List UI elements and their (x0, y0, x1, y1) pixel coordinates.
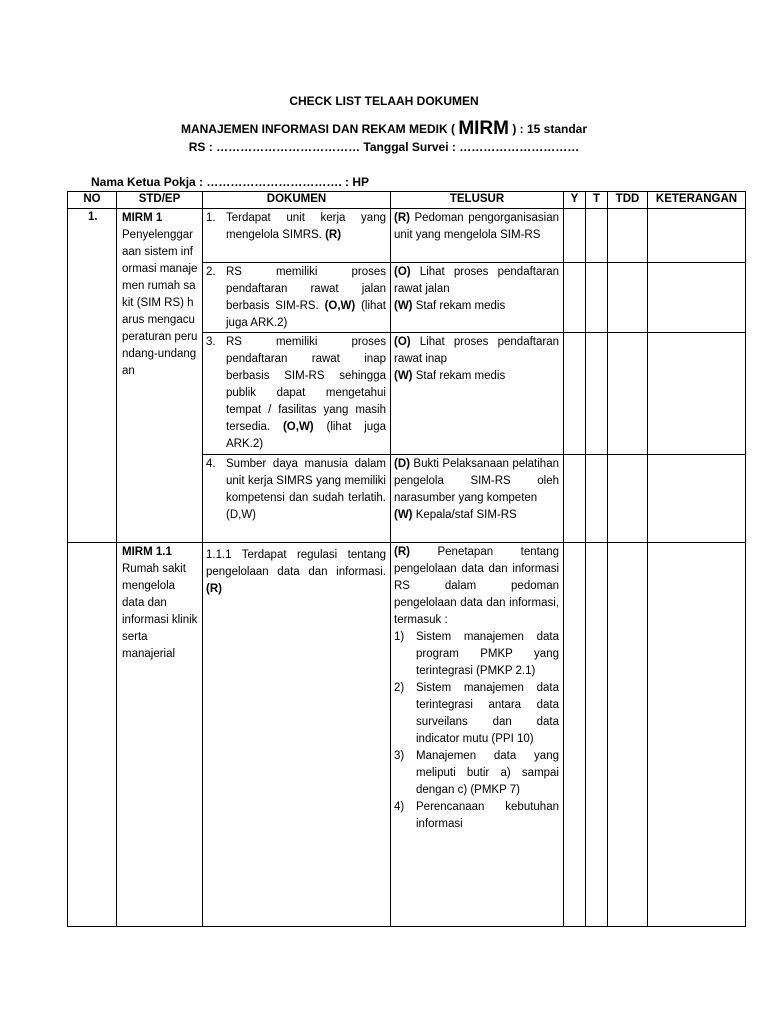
col-header-keterangan: KETERANGAN (648, 192, 746, 209)
check-t-cell[interactable] (586, 263, 608, 333)
telusur-cell (391, 333, 564, 455)
checklist-table (67, 191, 746, 927)
standard-code: MIRM 1.1 (122, 546, 172, 558)
col-header-tdd: TDD (608, 192, 648, 209)
subtitle-prefix: MANAJEMEN INFORMASI DAN REKAM MEDIK ( (180, 122, 455, 136)
document-subtitle (0, 118, 768, 140)
col-header-t: T (586, 192, 608, 209)
telusur-text: Staf rekam medis (415, 300, 506, 312)
table-row (68, 543, 746, 927)
list-item-text: Sistem manajemen data terintegrasi antara data surveilans dan data indicator mutu (PPI 10) (416, 682, 559, 745)
keterangan-cell[interactable] (648, 333, 746, 455)
list-item-text: Perencanaan kebutuhan informasi (416, 801, 559, 830)
telusur-cell (391, 543, 564, 927)
list-item (394, 799, 559, 833)
list-item (394, 629, 559, 680)
dokumen-text: Sumber daya manusia dalam unit kerja SIMRS yang memiliki kompetensi dan sudah terlatih. (D,W) (226, 458, 386, 521)
list-item-number: 3) (394, 750, 405, 762)
subtitle-suffix: ) : 15 standar (512, 122, 588, 136)
telusur-text: Kepala/staf SIM-RS (415, 509, 517, 521)
dokumen-cell (203, 543, 391, 927)
row-number: 1. (68, 209, 117, 543)
telusur-tag: (O) (394, 266, 411, 278)
dokumen-text: RS memiliki proses pendaftaran rawat inap berbasis SIM-RS sehingga publik dapat mengetahui tempat / fasilitas yang masih tersedia. (226, 336, 386, 433)
list-item-number: 4) (394, 801, 405, 813)
standard-cell (117, 209, 203, 543)
telusur-tag: (O) (394, 336, 411, 348)
telusur-text: Staf rekam medis (415, 370, 506, 382)
col-header-telusur: TELUSUR (391, 192, 564, 209)
subtitle-code: MIRM (458, 118, 509, 139)
col-header-std: STD/EP (117, 192, 203, 209)
item-number: 3. (206, 336, 216, 348)
list-item (394, 680, 559, 748)
ketua-pokja-line: Nama Ketua Pokja : ……………………………. : HP (91, 175, 370, 189)
check-y-cell[interactable] (564, 263, 586, 333)
keterangan-cell[interactable] (648, 263, 746, 333)
dokumen-cell (203, 455, 391, 543)
dokumen-text: Terdapat unit kerja yang mengelola SIMRS. (226, 212, 386, 241)
check-t-cell[interactable] (586, 543, 608, 927)
row-number (68, 543, 117, 927)
list-item-number: 1) (394, 631, 405, 643)
check-tdd-cell[interactable] (608, 333, 648, 455)
keterangan-cell[interactable] (648, 455, 746, 543)
dokumen-cell (203, 333, 391, 455)
check-tdd-cell[interactable] (608, 543, 648, 927)
telusur-tag: (W) (394, 300, 413, 312)
telusur-tag: (D) (394, 458, 410, 470)
dokumen-text: 1.1.1 Terdapat regulasi tentang pengelolaan data dan informasi. (206, 549, 386, 578)
standard-code: MIRM 1 (122, 212, 163, 224)
standard-cell (117, 543, 203, 927)
item-number: 1. (206, 212, 216, 224)
col-header-y: Y (564, 192, 586, 209)
dokumen-text: RS memiliki proses pendaftaran rawat jalan berbasis SIM-RS. (226, 266, 386, 312)
dokumen-note: (lihat juga ARK.2) (226, 421, 386, 450)
list-item-text: Sistem manajemen data program PMKP yang terintegrasi (PMKP 2.1) (416, 631, 559, 677)
check-y-cell[interactable] (564, 455, 586, 543)
check-t-cell[interactable] (586, 209, 608, 263)
col-header-dokumen: DOKUMEN (203, 192, 391, 209)
check-tdd-cell[interactable] (608, 209, 648, 263)
table-header-row (68, 192, 746, 209)
keterangan-cell[interactable] (648, 209, 746, 263)
telusur-text: Lihat proses pendaftaran rawat jalan (394, 266, 559, 295)
dokumen-cell (203, 263, 391, 333)
dokumen-tag: (O,W) (324, 300, 356, 312)
telusur-tag: (W) (394, 370, 413, 382)
check-y-cell[interactable] (564, 543, 586, 927)
dokumen-note: (lihat juga ARK.2) (226, 300, 386, 329)
check-t-cell[interactable] (586, 333, 608, 455)
telusur-text: Lihat proses pendaftaran rawat inap (394, 336, 559, 365)
check-y-cell[interactable] (564, 333, 586, 455)
telusur-text: Penetapan tentang pengelolaan data dan informasi RS dalam pedoman pengelolaan data dan informasi, termasuk : (394, 546, 559, 626)
telusur-cell (391, 209, 564, 263)
telusur-tag: (R) (394, 212, 410, 224)
dokumen-tag: (O,W) (282, 421, 314, 433)
standard-text: Penyelenggaraan sistem informasi manajemen rumah sakit (SIM RS) harus mengacu peraturan perundang-undangan (122, 229, 198, 377)
table-row (68, 209, 746, 263)
item-number: 4. (206, 458, 216, 470)
keterangan-cell[interactable] (648, 543, 746, 927)
list-item-number: 2) (394, 682, 405, 694)
dokumen-tag: (R) (325, 229, 342, 241)
col-header-no: NO (68, 192, 117, 209)
list-item (394, 748, 559, 799)
rs-survey-line: RS : ……………………………… Tanggal Survei : ………………………… (188, 140, 580, 154)
telusur-tag: (R) (394, 546, 410, 558)
standard-text: Rumah sakit mengelola data dan informasi klinik serta manajerial (122, 563, 198, 660)
dokumen-tag: (R) (206, 583, 222, 595)
dokumen-cell (203, 209, 391, 263)
telusur-text: Bukti Pelaksanaan pelatihan pengelola SIM-RS oleh narasumber yang kompeten (394, 458, 559, 504)
check-t-cell[interactable] (586, 455, 608, 543)
telusur-cell (391, 263, 564, 333)
list-item-text: Manajemen data yang meliputi butir a) sampai dengan c) (PMKP 7) (416, 750, 559, 796)
check-tdd-cell[interactable] (608, 263, 648, 333)
check-tdd-cell[interactable] (608, 455, 648, 543)
telusur-cell (391, 455, 564, 543)
telusur-text: Pedoman pengorganisasian unit yang mengelola SIM-RS (394, 212, 559, 241)
item-number: 2. (206, 266, 216, 278)
check-y-cell[interactable] (564, 209, 586, 263)
telusur-tag: (W) (394, 509, 413, 521)
document-title: CHECK LIST TELAAH DOKUMEN (289, 94, 479, 108)
